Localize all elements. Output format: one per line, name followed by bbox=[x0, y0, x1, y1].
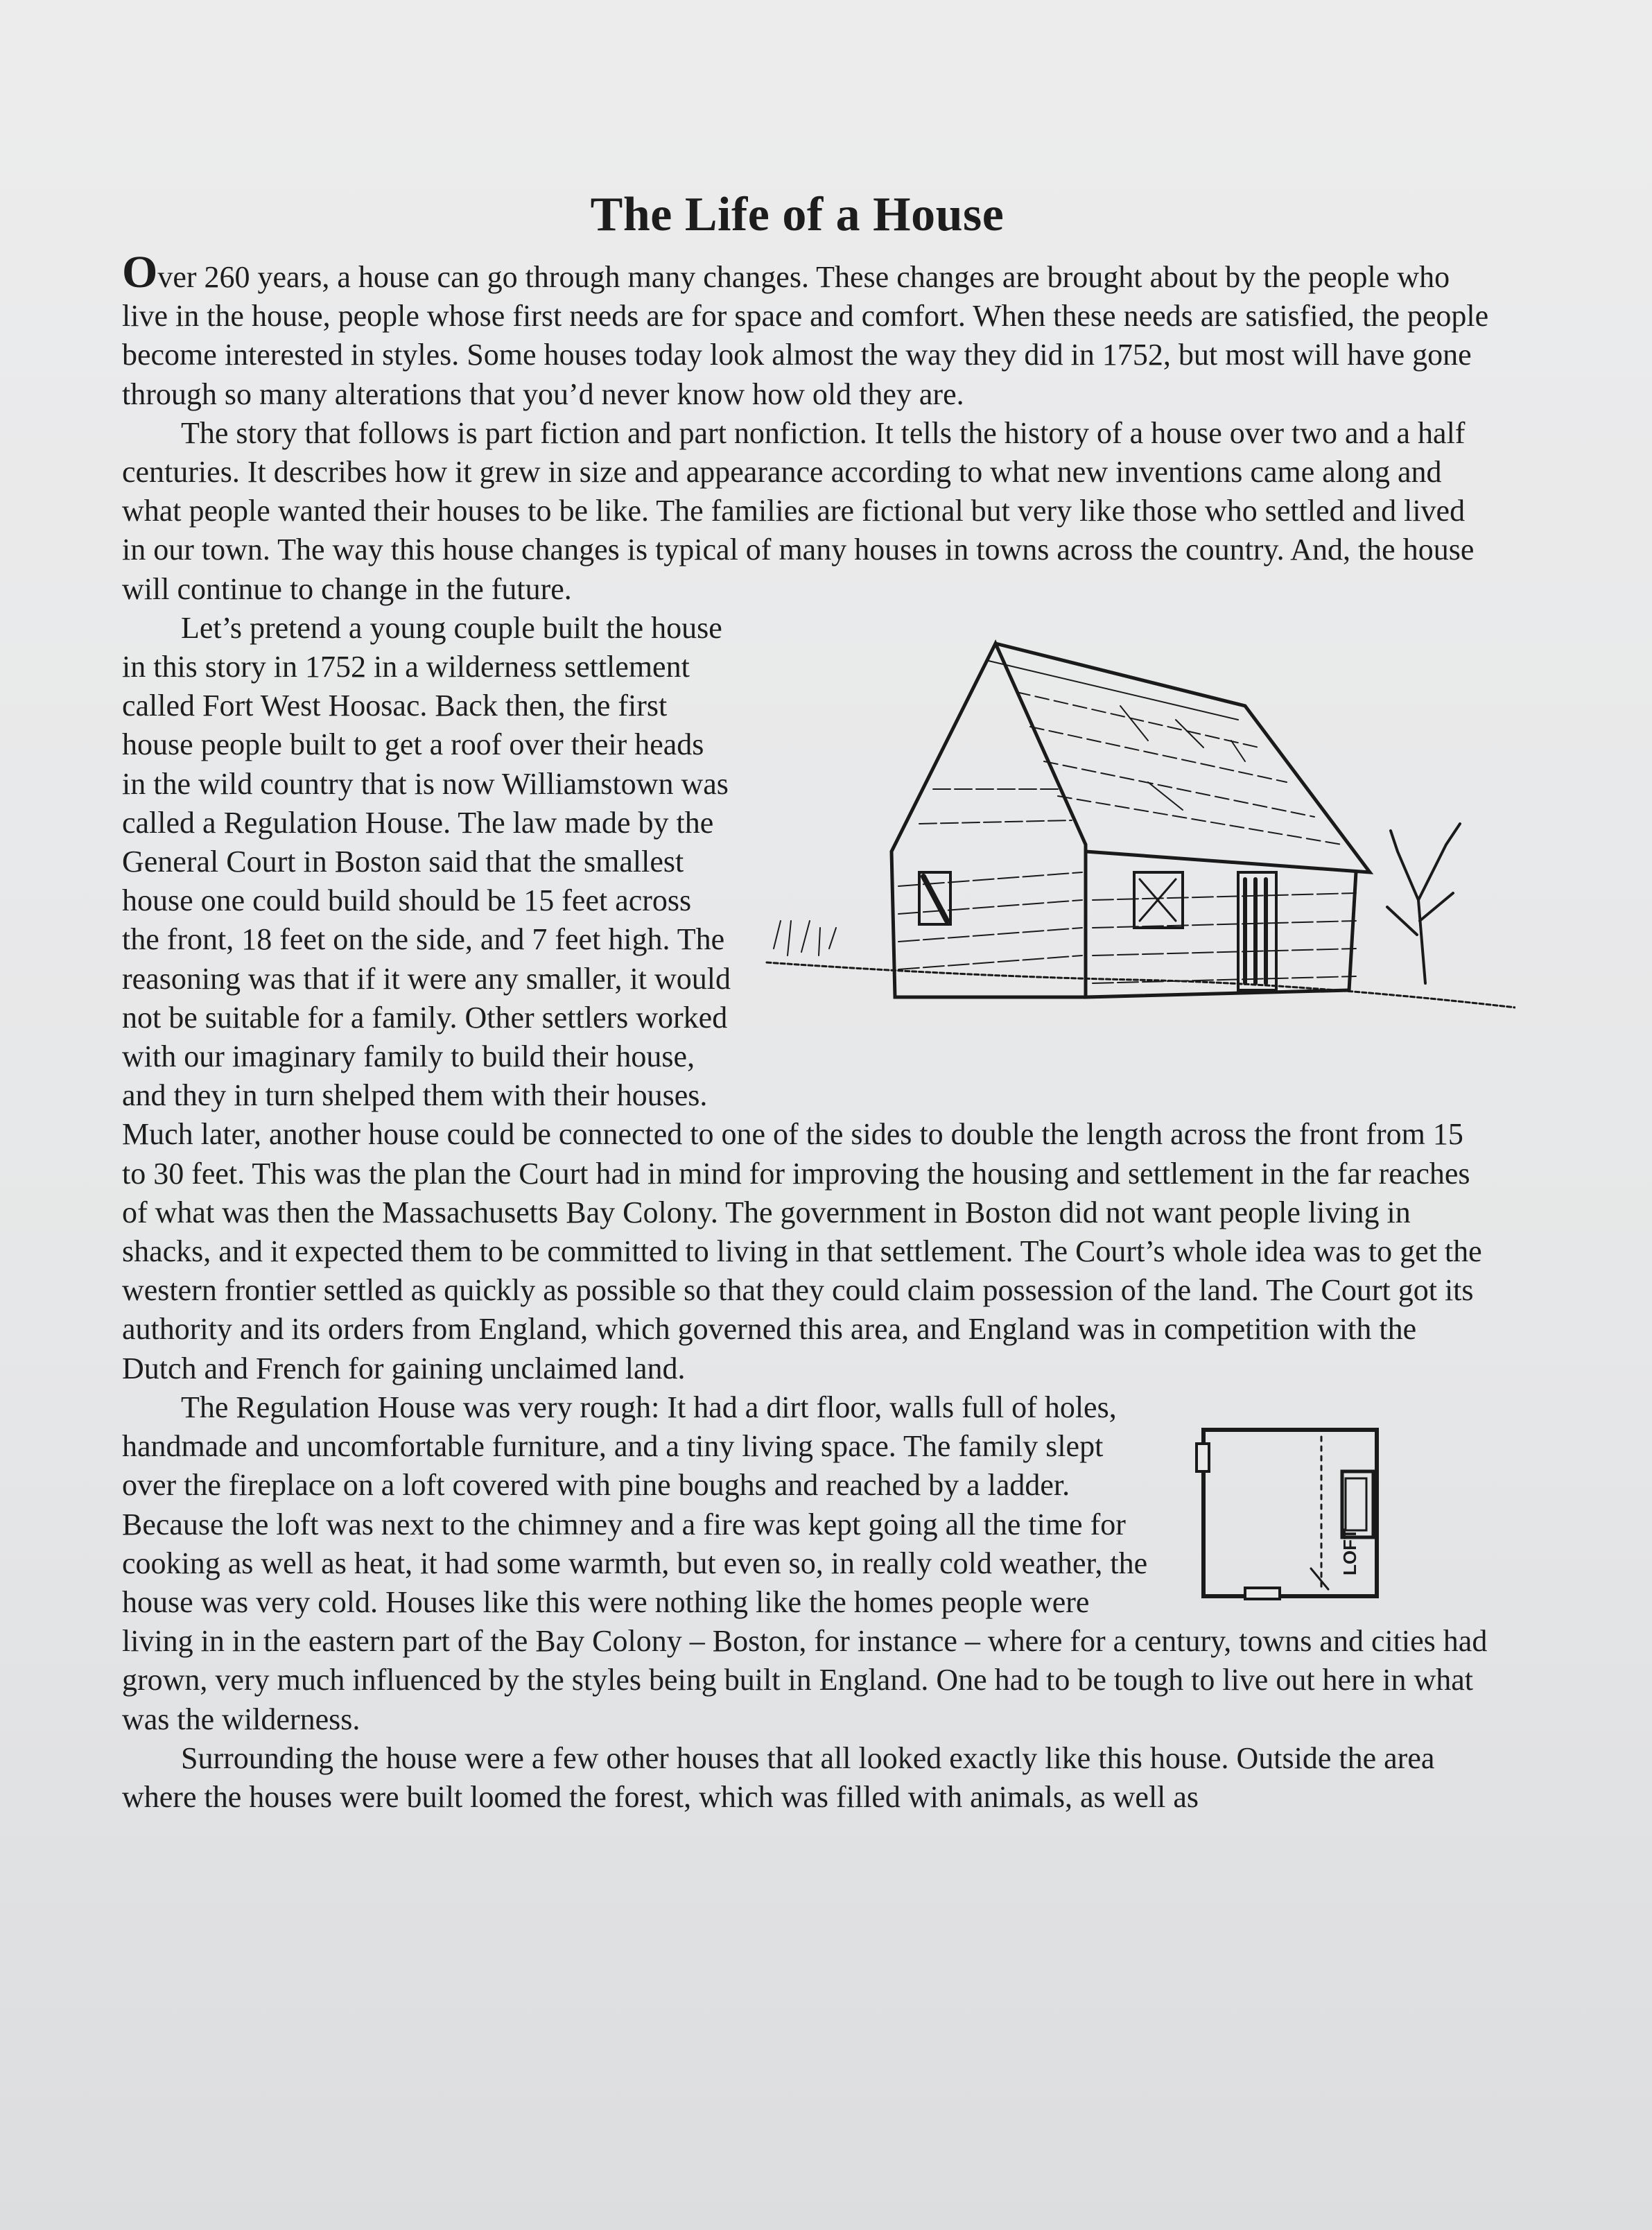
house-sketch-icon bbox=[760, 623, 1515, 1108]
paragraph-1 bbox=[122, 247, 1495, 414]
paragraph-5: Surrounding the house were a few other houses that all looked exactly like this house. Outside the area where the houses were built loomed the forest, which was filled with animals, as well as bbox=[122, 1740, 1435, 1814]
floor-plan-label: LOFT bbox=[1339, 1528, 1360, 1575]
drop-cap: O bbox=[122, 247, 158, 297]
paragraph-3 bbox=[122, 609, 1495, 1388]
paragraph-1-text: ver 260 years, a house can go through many changes. These changes are brought about by the people who live in the house, people whose first needs are for space and comfort. When these needs are satisfied, the people become interested in styles. Some houses today look almost the way they did in 1752, but most will have gone through so many alterations that you’d never know how old they are. bbox=[122, 260, 1489, 411]
paragraph-2: The story that follows is part fiction and part nonfiction. It tells the history of a house over two and a half centuries. It describes how it grew in size and appearance according to what new inventions came along and what people wanted their houses to be like. The families are fictional but very like those who settled and lived in our town. The way this house changes is typical of many houses in towns across the country. And, the house will continue to change in the future. bbox=[122, 415, 1475, 606]
body-text bbox=[122, 247, 1495, 1817]
paragraph-4: The Regulation House was very rough: It had a dirt floor, walls full of holes, handmade and uncomfortable furniture, and a tiny living space. The family slept over the fireplace on a loft covered with pine boughs and reached by a ladder. Because the loft was next to the chimney and a fire was kept going all the time for cooking as well as heat, it had some warmth, but even so, in really cold weather, the house was very cold. Houses like this were nothing like the homes people were living in in the eastern part of the Bay Colony – Boston, for instance – where for a century, towns and cities had grown, very much influenced by the styles being built in England. One had to be tough to live out here in what was the wilderness. bbox=[122, 1390, 1488, 1736]
floor-plan-figure bbox=[1190, 1416, 1398, 1610]
paragraph-3-text: Let’s pretend a young couple built the house in this story in 1752 in a wilderness settlement called Fort West Hoosac. Back then, the first house people built to get a roof over their heads in the wild country that is now Williamstown was called a Regulation House. The law made by the General Court in Boston said that the smallest house one could build should be 15 feet across the front, 18 feet on the side, and 7 feet high. The reasoning was that if it were any smaller, it would not be suitable for a family. Other settlers worked with our imaginary family to build their house, and they in turn shelped them with their houses. Much later, another house could be connected to one of the sides to double the length across the front from 15 to 30 feet. This was the plan the Court had in mind for improving the housing and settlement in the far reaches of what was then the Massachusetts Bay Colony. The government in Boston did not want people living in shacks, and it expected them to be committed to living in that settlement. The Court’s whole idea was to get the western frontier settled as quickly as possible so that they could claim possession of the land. The Court got its authority and its orders from England, which governed this area, and England was in competition with the Dutch and French for gaining unclaimed land. bbox=[122, 610, 1482, 1385]
page-title: The Life of a House bbox=[590, 188, 1005, 241]
house-sketch-figure bbox=[760, 623, 1515, 1108]
floor-plan-icon bbox=[1190, 1416, 1398, 1610]
